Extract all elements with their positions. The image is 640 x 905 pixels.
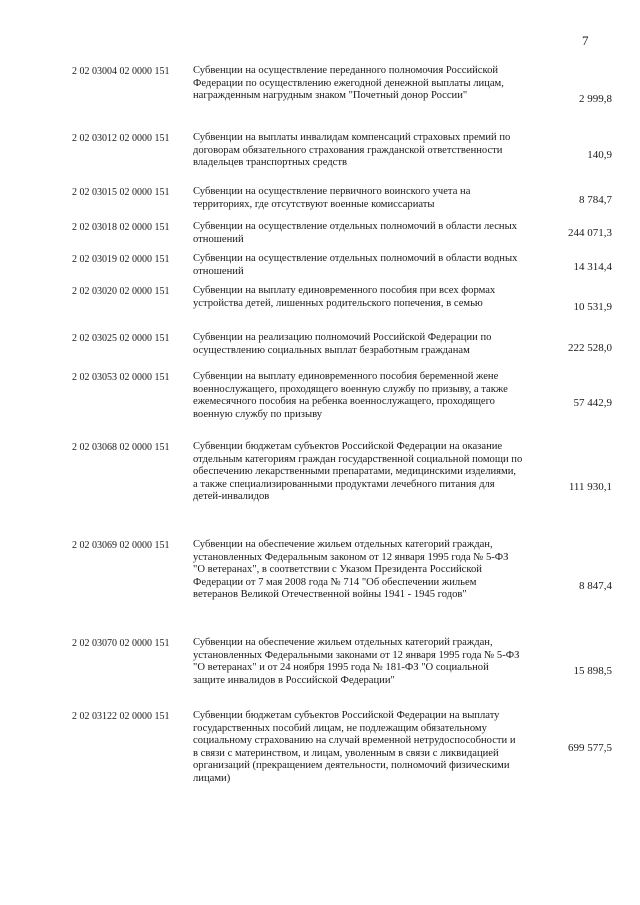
row-amount: 14 314,4 [573, 261, 612, 273]
row-description: Субвенции бюджетам субъектов Российской Федерации на выплату государственных пособий лицам, не подлежащим обязательному социальному страхованию на случай временной нетрудоспособности и в связи с материнством, и лицам, уволенным в связи с ликвидацией организаций (прекращением деятельности, полномочий физическими лицами) [193, 710, 516, 784]
row-amount: 140,9 [587, 149, 612, 161]
budget-code: 2 02 03070 02 0000 151 [72, 638, 170, 649]
budget-code: 2 02 03025 02 0000 151 [72, 333, 170, 344]
page-number: 7 [582, 33, 589, 48]
budget-code: 2 02 03019 02 0000 151 [72, 254, 170, 265]
budget-code: 2 02 03018 02 0000 151 [72, 222, 170, 233]
row-amount: 57 442,9 [573, 397, 612, 409]
row-description: Субвенции на осуществление первичного воинского учета на территориях, где отсутствуют военные комиссариаты [193, 186, 471, 210]
row-description: Субвенции на реализацию полномочий Российской Федерации по осуществлению социальных выплат безработным гражданам [193, 332, 492, 356]
budget-code: 2 02 03015 02 0000 151 [72, 187, 170, 198]
budget-code: 2 02 03122 02 0000 151 [72, 711, 170, 722]
row-amount: 222 528,0 [568, 342, 612, 354]
row-description: Субвенции на обеспечение жильем отдельных категорий граждан, установленных Федеральными законами от 12 января 1995 года № 5-ФЗ "О ветеранах" и от 24 ноября 1995 года № 181-ФЗ "О социальной защите инвалидов в Российской Федерации" [193, 637, 520, 686]
row-description: Субвенции бюджетам субъектов Российской Федерации на оказание отдельным категориям граждан государственной социальной помощи по обеспечению лекарственными препаратами, медицинскими изделиями, а также специализированными продуктами лечебного питания для детей-инвалидов [193, 441, 523, 503]
budget-code: 2 02 03069 02 0000 151 [72, 540, 170, 551]
budget-code: 2 02 03020 02 0000 151 [72, 286, 170, 297]
row-amount: 2 999,8 [579, 93, 612, 105]
budget-code: 2 02 03068 02 0000 151 [72, 442, 170, 453]
row-amount: 699 577,5 [568, 742, 612, 754]
row-amount: 244 071,3 [568, 227, 612, 239]
row-description: Субвенции на выплату единовременного пособия при всех формах устройства детей, лишенных родительского попечения, в семью [193, 285, 496, 309]
row-amount: 10 531,9 [573, 301, 612, 313]
row-amount: 8 784,7 [579, 194, 612, 206]
row-description: Субвенции на обеспечение жильем отдельных категорий граждан, установленных Федеральным законом от 12 января 1995 года № 5-ФЗ "О ветеранах", в соответствии с Указом Президента Российской Федерации от 7 мая 2008 года № 714 "Об обеспечении жильем ветеранов Великой Отечественной войны 1941 - 1945 годов" [193, 539, 509, 601]
row-description: Субвенции на выплаты инвалидам компенсаций страховых премий по договорам обязательного страхования гражданской ответственности владельцев транспортных средств [193, 132, 511, 169]
row-amount: 15 898,5 [573, 665, 612, 677]
budget-code: 2 02 03004 02 0000 151 [72, 66, 170, 77]
row-description: Субвенции на осуществление отдельных полномочий в области водных отношений [193, 253, 518, 277]
row-amount: 111 930,1 [568, 481, 612, 493]
row-description: Субвенции на выплату единовременного пособия беременной жене военнослужащего, проходящего военную службу по призыву, а также ежемесячного пособия на ребенка военнослужащего, проходящего военную службу по призыву [193, 371, 508, 420]
row-description: Субвенции на осуществление переданного полномочия Российской Федерации по осуществлению ежегодной денежной выплаты лицам, награжденным нагрудным знаком "Почетный донор России" [193, 65, 504, 102]
budget-code: 2 02 03053 02 0000 151 [72, 372, 170, 383]
row-amount: 8 847,4 [579, 580, 612, 592]
row-description: Субвенции на осуществление отдельных полномочий в области лесных отношений [193, 221, 518, 245]
budget-code: 2 02 03012 02 0000 151 [72, 133, 170, 144]
